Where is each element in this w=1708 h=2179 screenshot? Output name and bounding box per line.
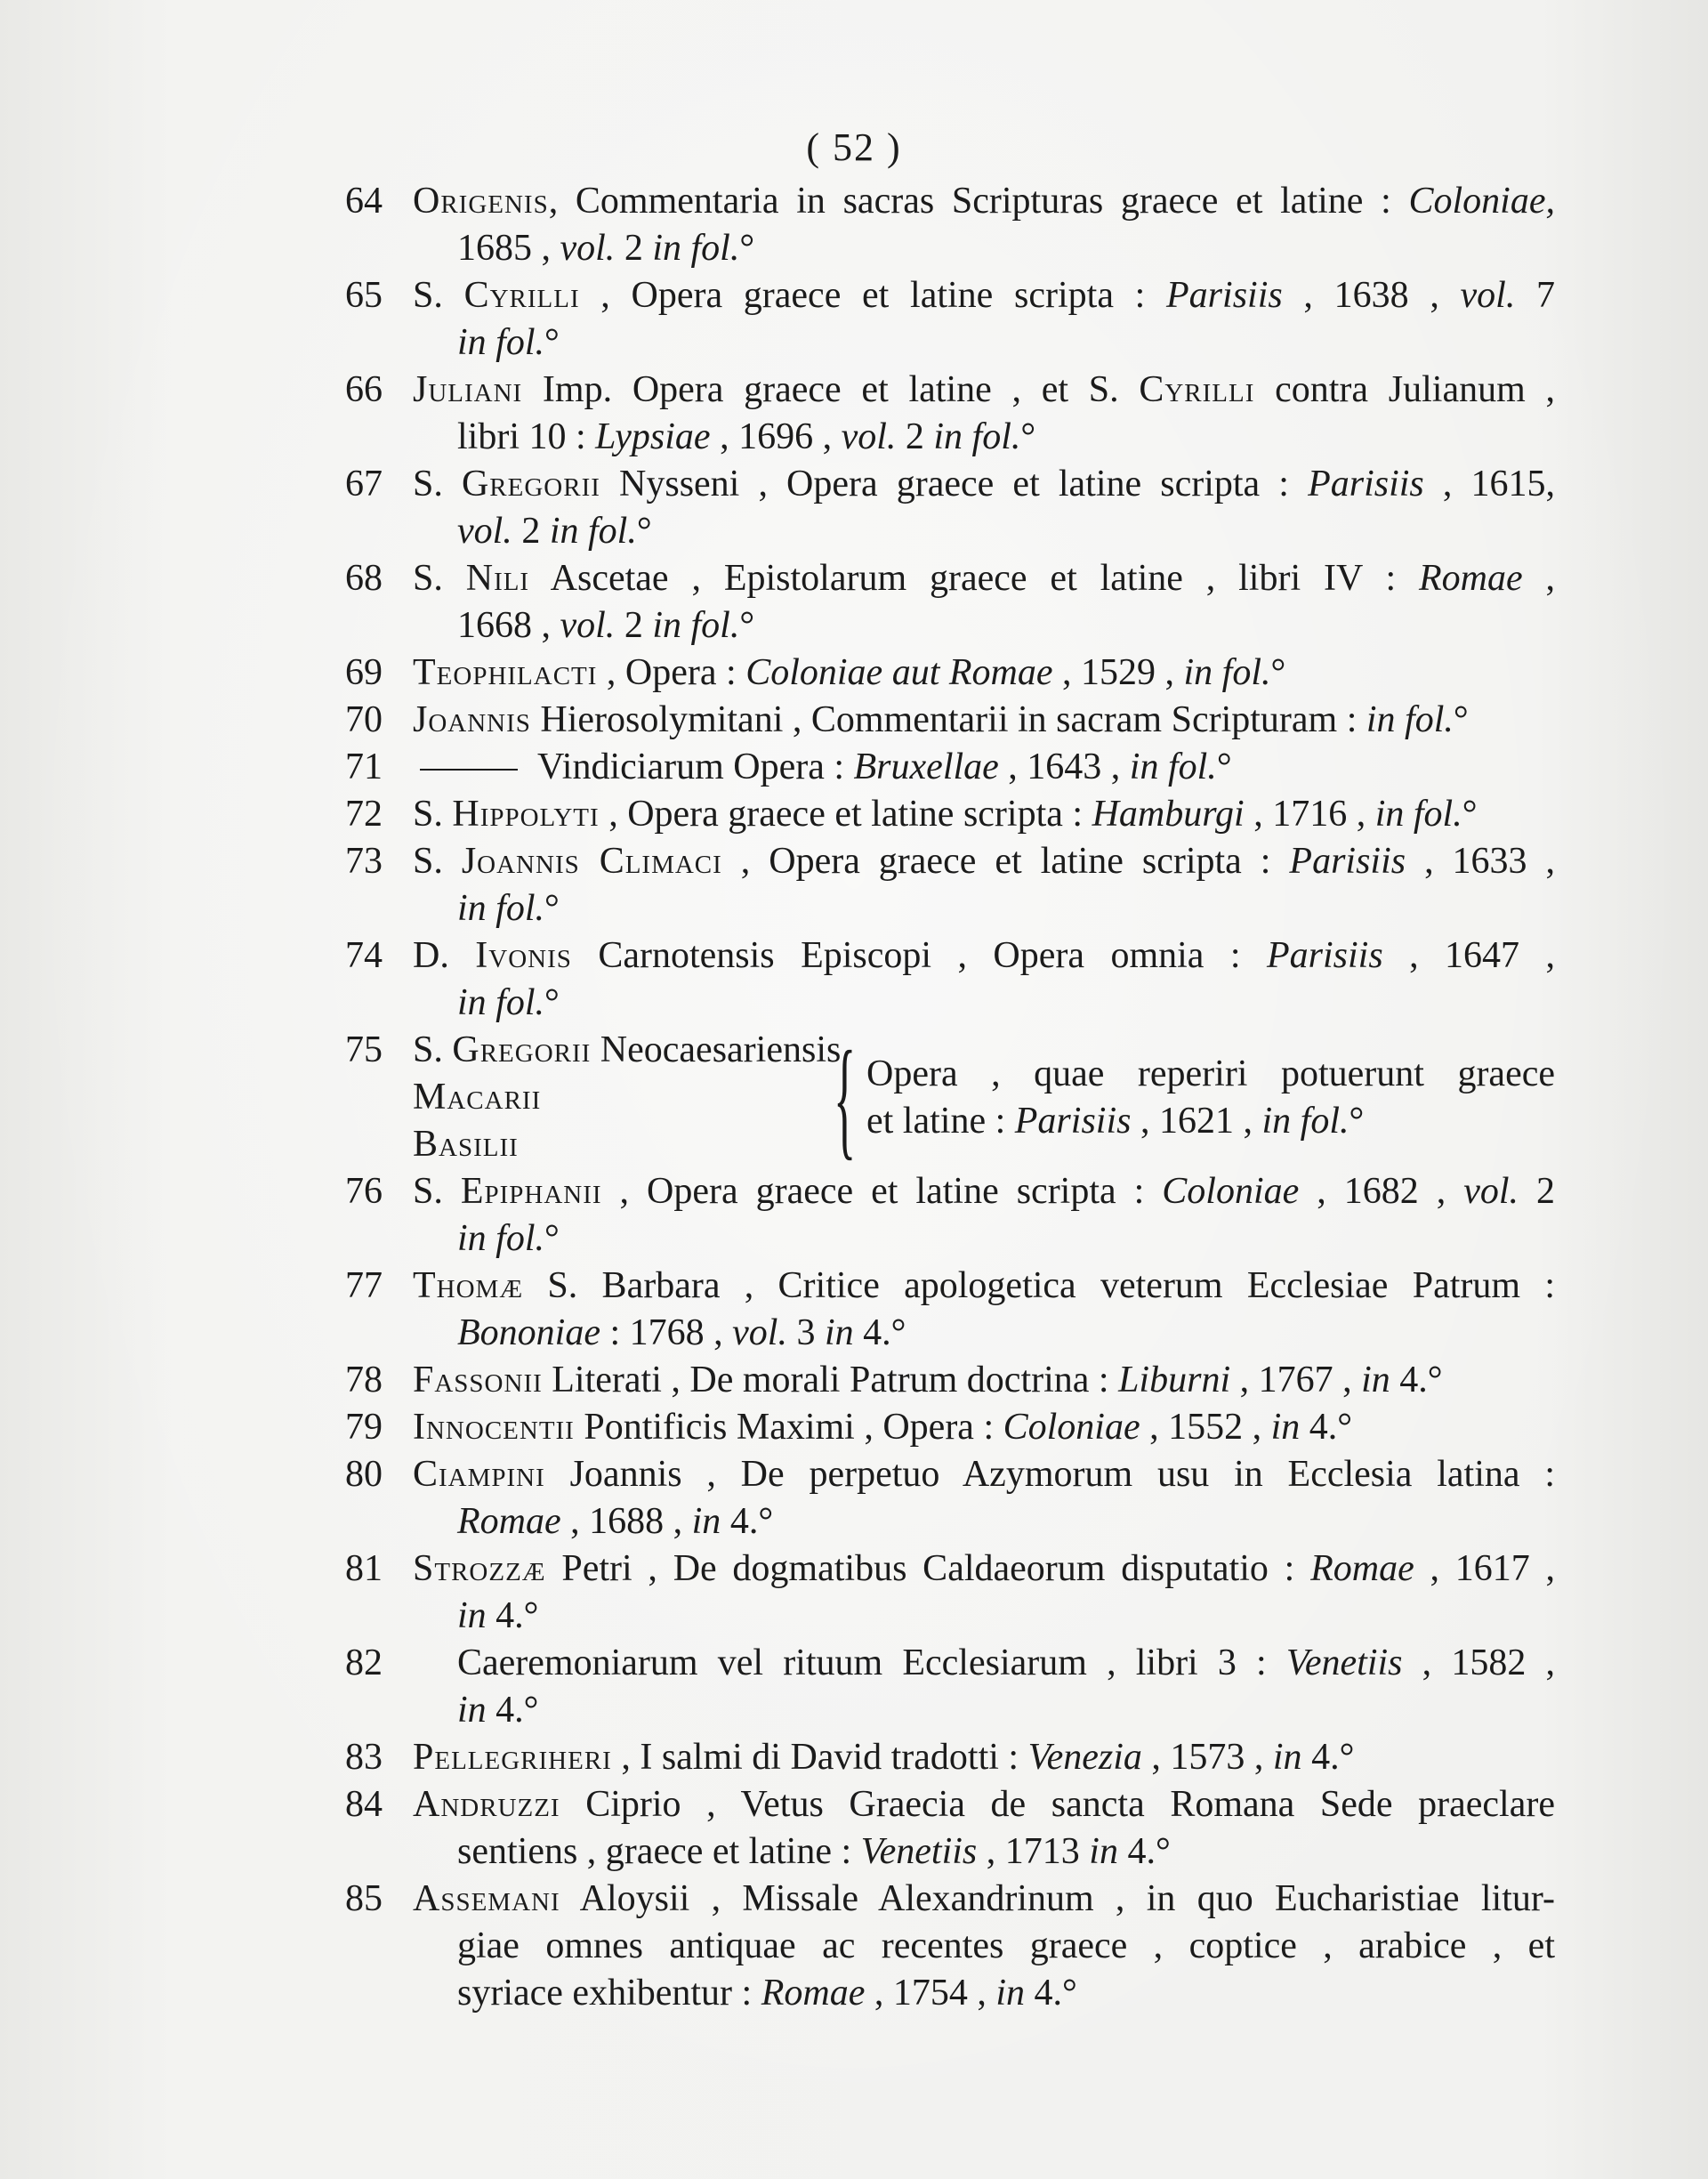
italic-text: in (1272, 1737, 1302, 1778)
entry-text: 2 (615, 228, 653, 269)
catalog-entry (345, 272, 1555, 367)
author-name: Gregorii (452, 1029, 592, 1070)
entry-text: 4.° (486, 1595, 539, 1636)
catalog-entry (345, 461, 1555, 555)
entry-text: , Opera graece et latine scripta : (599, 794, 1092, 835)
entry-line (413, 508, 1555, 555)
entry-line (866, 1098, 1555, 1145)
entry-text: ° (1020, 416, 1036, 457)
entry-number: 67 (345, 464, 383, 504)
entry-line (413, 1593, 1555, 1640)
entry-text: ° (1349, 1100, 1365, 1142)
entry-line (413, 791, 1555, 838)
entry-number: 85 (345, 1878, 383, 1919)
entry-text: 1685 , (457, 228, 560, 269)
entry-text: Opera , quae reperiri potuerunt graece (866, 1053, 1555, 1094)
italic-text: Parisiis (1289, 841, 1406, 882)
entry-text: 2 (1519, 1171, 1556, 1212)
entry-text: ° (739, 605, 755, 646)
entry-text: ° (1453, 699, 1469, 740)
entry-line (413, 319, 1555, 367)
entry-text: : 1768 , (600, 1312, 733, 1353)
entry-text: , 1621 , (1131, 1100, 1262, 1142)
entry-text: , 1643 , (998, 747, 1130, 787)
entry-number: 74 (345, 935, 383, 976)
entry-line (413, 1545, 1555, 1593)
shared-description (866, 1051, 1555, 1145)
catalog-entry (345, 650, 1555, 697)
entry-line (413, 1263, 1555, 1310)
entry-text: ° (544, 1218, 560, 1259)
entry-line (413, 744, 1555, 791)
italic-text: Romae (1418, 558, 1523, 599)
entry-line (413, 838, 1555, 885)
entry-text: Carnotensis Episcopi , Opera omnia : (571, 935, 1267, 976)
catalog-entry (345, 1263, 1555, 1357)
entry-number: 84 (345, 1784, 383, 1825)
entry-text: Vindiciarum Opera : (537, 747, 854, 787)
catalog-entry (345, 932, 1555, 1027)
italic-text: in fol. (457, 1218, 545, 1259)
entry-text: 7 (1515, 275, 1556, 316)
italic-text: vol. (732, 1312, 787, 1353)
entry-text: sentiens , graece et latine : (457, 1831, 861, 1872)
italic-text: vol. (841, 416, 897, 457)
entry-line (413, 1970, 1555, 2017)
italic-text: vol. (560, 228, 616, 269)
entry-line (413, 980, 1555, 1027)
author-name: Basilii (413, 1124, 519, 1165)
entry-text: ° (1462, 794, 1478, 835)
entry-text: Hierosolymitani , Commentarii in sacram Scripturam : (530, 699, 1366, 740)
italic-text: in (824, 1312, 854, 1353)
author-name: Innocentii (413, 1407, 575, 1448)
catalog-entry (345, 1357, 1555, 1404)
entry-text: , 1647 , (1382, 935, 1555, 976)
italic-text: Romae (1310, 1548, 1414, 1589)
entry-text: , 1552 , (1140, 1407, 1271, 1448)
entry-number: 75 (345, 1029, 383, 1070)
catalog-entry (345, 1876, 1555, 2017)
entry-text: , 1716 , (1244, 794, 1375, 835)
entry-text: S. (413, 1029, 453, 1070)
entry-line (866, 1051, 1555, 1098)
entry-number: 68 (345, 558, 383, 599)
italic-text: in fol. (933, 416, 1021, 457)
catalog-entry-grouped (345, 1023, 1555, 1172)
author-name: Macarii (413, 1077, 542, 1118)
italic-text: in (691, 1501, 721, 1542)
italic-text: Parisiis (1014, 1100, 1132, 1142)
entry-line (413, 1781, 1555, 1828)
author-name: Cyrilli (463, 275, 580, 316)
entry-text: Literati , De morali Patrum doctrina : (542, 1360, 1119, 1400)
entry-text: 2 (512, 511, 550, 552)
catalog-entry (345, 367, 1555, 461)
entry-text: S. (413, 558, 466, 599)
entry-text: , 1633 , (1406, 841, 1556, 882)
author-name: Strozzæ (413, 1548, 546, 1589)
author-name: Joannis (413, 699, 531, 740)
catalog-entry (345, 1781, 1555, 1876)
entry-text: 2 (615, 605, 653, 646)
italic-text: in fol. (652, 605, 740, 646)
entry-text: Petri , De dogmatibus Caldaeorum disputatio : (545, 1548, 1311, 1589)
catalog-entry (345, 178, 1555, 272)
entry-line (413, 1310, 1555, 1357)
italic-text: in (1270, 1407, 1301, 1448)
entry-number: 72 (345, 794, 383, 835)
author-name: Joannis Climaci (461, 841, 722, 882)
entry-line (413, 1357, 1555, 1404)
entry-text: S. (413, 794, 453, 835)
entry-line (413, 1404, 1555, 1451)
entry-text: 4.° (486, 1690, 539, 1731)
italic-text: Romae (457, 1501, 561, 1542)
entry-text: 4.° (1390, 1360, 1443, 1400)
entry-text: , 1767 , (1230, 1360, 1362, 1400)
author-group (413, 1027, 842, 1168)
italic-text: Venetiis (1285, 1642, 1403, 1683)
entry-text: giae omnes antiquae ac recentes graece , coptice , arabice , et (457, 1925, 1555, 1966)
italic-text: Coloniae (1003, 1407, 1140, 1448)
entry-text: , 1696 , (710, 416, 842, 457)
italic-text: in (995, 1973, 1026, 2014)
entry-number: 70 (345, 699, 383, 740)
entry-line (413, 1027, 842, 1074)
entry-text: , (1522, 558, 1555, 599)
italic-text: in fol. (1129, 747, 1217, 787)
entry-text: et latine : (866, 1100, 1015, 1142)
entry-line (413, 932, 1555, 980)
entry-line (413, 602, 1555, 650)
entry-text: ° (544, 982, 560, 1023)
entry-text: 4.° (1025, 1973, 1077, 2014)
italic-text: in fol. (549, 511, 637, 552)
italic-text: in fol. (457, 982, 545, 1023)
italic-text: Parisiis (1166, 275, 1283, 316)
entry-number: 81 (345, 1548, 383, 1589)
entry-line (413, 225, 1555, 272)
entry-text: syriace exhibentur : (457, 1973, 761, 2014)
grouped-authors (413, 1023, 1555, 1172)
catalog-entry (345, 1451, 1555, 1545)
entry-text: , Commentaria in sacras Scripturas graece et latine : (548, 181, 1409, 222)
italic-text: vol. (560, 605, 616, 646)
entry-text: , Opera : (597, 652, 746, 693)
entry-text: , Opera graece et latine scripta : (579, 275, 1167, 316)
entry-text: ° (544, 322, 560, 363)
entry-text: , Opera graece et latine scripta : (721, 841, 1290, 882)
author-name: Assemani (413, 1878, 560, 1919)
entry-line (413, 272, 1555, 319)
italic-text: Parisiis (1266, 935, 1383, 976)
italic-text: Romae (761, 1973, 866, 2014)
italic-text: Bononiae (457, 1312, 600, 1353)
italic-text: Bruxellae (853, 747, 999, 787)
italic-text: in (1361, 1360, 1390, 1400)
italic-text: Liburni (1118, 1360, 1231, 1400)
catalog-entry (345, 744, 1555, 791)
entry-text: , 1682 , (1299, 1171, 1464, 1212)
entry-text: Nysseni , Opera graece et latine scripta : (600, 464, 1309, 504)
entry-text: S. (413, 464, 462, 504)
italic-text: Coloniae aut Romae (745, 652, 1053, 693)
entry-line (413, 1640, 1555, 1687)
catalog-entry (345, 791, 1555, 838)
catalog-entry (345, 1734, 1555, 1781)
author-name: Gregorii (461, 464, 600, 504)
entry-text: , 1713 (977, 1831, 1090, 1872)
entry-line (413, 1734, 1555, 1781)
italic-text: vol. (457, 511, 512, 552)
entry-number: 73 (345, 841, 383, 882)
entry-number: 71 (345, 747, 383, 787)
entry-number: 78 (345, 1360, 383, 1400)
ditto-dash (420, 769, 518, 771)
entry-number: 77 (345, 1265, 383, 1306)
entry-text: 1668 , (457, 605, 560, 646)
curly-brace: { (834, 1023, 857, 1172)
entry-line (413, 1923, 1555, 1970)
italic-text: in fol. (1366, 699, 1454, 740)
entry-text: Joannis , De perpetuo Azymorum usu in Ecclesia latina : (544, 1454, 1555, 1495)
entry-line (413, 555, 1555, 602)
author-name: Juliani (413, 369, 523, 410)
entry-line (413, 367, 1555, 414)
entry-text: 3 (786, 1312, 825, 1353)
entry-text: , Opera graece et latine scripta : (601, 1171, 1163, 1212)
entry-number: 79 (345, 1407, 383, 1448)
entry-text: , 1582 , (1402, 1642, 1555, 1683)
italic-text: in (457, 1690, 487, 1731)
entry-line (413, 1215, 1555, 1263)
italic-text: in fol. (1183, 652, 1271, 693)
italic-text: in (457, 1595, 487, 1636)
entry-line (413, 461, 1555, 508)
catalog-entry (345, 1545, 1555, 1640)
entry-line (413, 697, 1555, 744)
entry-text: S. (413, 1171, 461, 1212)
entry-line (413, 1074, 831, 1121)
entry-text: Caeremoniarum vel rituum Ecclesiarum , libri 3 : (457, 1642, 1286, 1683)
author-name: Fassonii (413, 1360, 543, 1400)
italic-text: Coloniae (1162, 1171, 1300, 1212)
author-name: Andruzzi (413, 1784, 560, 1825)
entry-text: S. Barbara , Critice apologetica veterum Ecclesiae Patrum : (523, 1265, 1555, 1306)
entry-text: 2 (896, 416, 934, 457)
entry-text: S. (413, 275, 464, 316)
entry-text: , 1688 , (560, 1501, 692, 1542)
entry-line (413, 1828, 1555, 1876)
italic-text: in fol. (457, 322, 545, 363)
entry-text: ° (1270, 652, 1286, 693)
catalog-entry (345, 697, 1555, 744)
entry-text: S. (413, 841, 462, 882)
author-name: Pellegriheri (413, 1737, 612, 1778)
italic-text: in fol. (1374, 794, 1462, 835)
italic-text: vol. (1460, 275, 1516, 316)
author-name: Ciampini (413, 1454, 545, 1495)
catalog-list (345, 178, 1555, 2017)
entry-text: , 1617 , (1414, 1548, 1556, 1589)
entry-line (413, 1451, 1555, 1498)
italic-text: in fol. (457, 888, 545, 929)
italic-text: Venetiis (860, 1831, 978, 1872)
entry-line (413, 414, 1555, 461)
entry-text: libri 10 : (457, 416, 596, 457)
entry-number: 76 (345, 1171, 383, 1212)
italic-text: Venezia (1027, 1737, 1142, 1778)
author-name: Teophilacti (413, 652, 598, 693)
entry-line (413, 1498, 1555, 1545)
entry-number: 82 (345, 1642, 383, 1683)
author-name: Thomæ (413, 1265, 524, 1306)
entry-line (413, 1687, 1555, 1734)
entry-text: D. (413, 935, 476, 976)
entry-text: ° (636, 511, 652, 552)
catalog-entry (345, 1404, 1555, 1451)
entry-text: , 1573 , (1141, 1737, 1273, 1778)
italic-text: Lypsiae (595, 416, 711, 457)
entry-text: , 1754 , (865, 1973, 996, 2014)
page-number: ( 52 ) (806, 125, 902, 169)
entry-text: , I salmi di David tradotti : (611, 1737, 1028, 1778)
italic-text: Parisiis (1308, 464, 1424, 504)
entry-text: Neocaesariensis (591, 1029, 842, 1070)
entry-text: Ascetae , Epistolarum graece et latine , libri IV : (529, 558, 1419, 599)
author-name: Hippolyti (452, 794, 600, 835)
entry-line (413, 1168, 1555, 1215)
entry-text: , 1615, (1423, 464, 1555, 504)
entry-line (413, 1876, 1555, 1923)
entry-number: 80 (345, 1454, 383, 1495)
italic-text: in fol. (1261, 1100, 1349, 1142)
entry-text: Pontificis Maximi , Opera : (574, 1407, 1003, 1448)
italic-text: in (1089, 1831, 1118, 1872)
entry-text: contra Julianum , (1254, 369, 1556, 410)
entry-text: Imp. Opera graece et latine , et S. (522, 369, 1140, 410)
entry-text: , 1638 , (1282, 275, 1461, 316)
entry-number: 66 (345, 369, 383, 410)
author-name: Ivonis (475, 935, 572, 976)
author-name: Cyrilli (1139, 369, 1255, 410)
italic-text: vol. (1463, 1171, 1519, 1212)
entry-text: ° (1216, 747, 1232, 787)
entry-text: 4.° (721, 1501, 774, 1542)
catalog-entry (345, 1168, 1555, 1263)
catalog-entry (345, 1640, 1555, 1734)
entry-text: 4.° (1300, 1407, 1353, 1448)
entry-text: Aloysii , Missale Alexandrinum , in quo Eucharistiae litur- (560, 1878, 1555, 1919)
catalog-entry (345, 555, 1555, 650)
entry-line (413, 650, 1555, 697)
author-name: Nili (465, 558, 530, 599)
entry-line (413, 885, 1555, 932)
entry-number: 65 (345, 275, 383, 316)
italic-text: Coloniae, (1408, 181, 1555, 222)
entry-line (413, 178, 1555, 225)
entry-text: 4.° (853, 1312, 906, 1353)
entry-text: ° (544, 888, 560, 929)
entry-text: 4.° (1301, 1737, 1355, 1778)
entry-text: ° (739, 228, 755, 269)
entry-text: , 1529 , (1052, 652, 1184, 693)
entry-text: Ciprio , Vetus Graecia de sancta Romana Sede praeclare (560, 1784, 1555, 1825)
author-name: Epiphanii (460, 1171, 602, 1212)
entry-line (413, 1121, 831, 1168)
entry-number: 83 (345, 1737, 383, 1778)
entry-text: 4.° (1117, 1831, 1171, 1872)
italic-text: Hamburgi (1092, 794, 1245, 835)
entry-number: 69 (345, 652, 383, 693)
author-name: Origenis (413, 181, 549, 222)
italic-text: in fol. (652, 228, 740, 269)
catalog-entry (345, 838, 1555, 932)
entry-number: 64 (345, 181, 383, 222)
